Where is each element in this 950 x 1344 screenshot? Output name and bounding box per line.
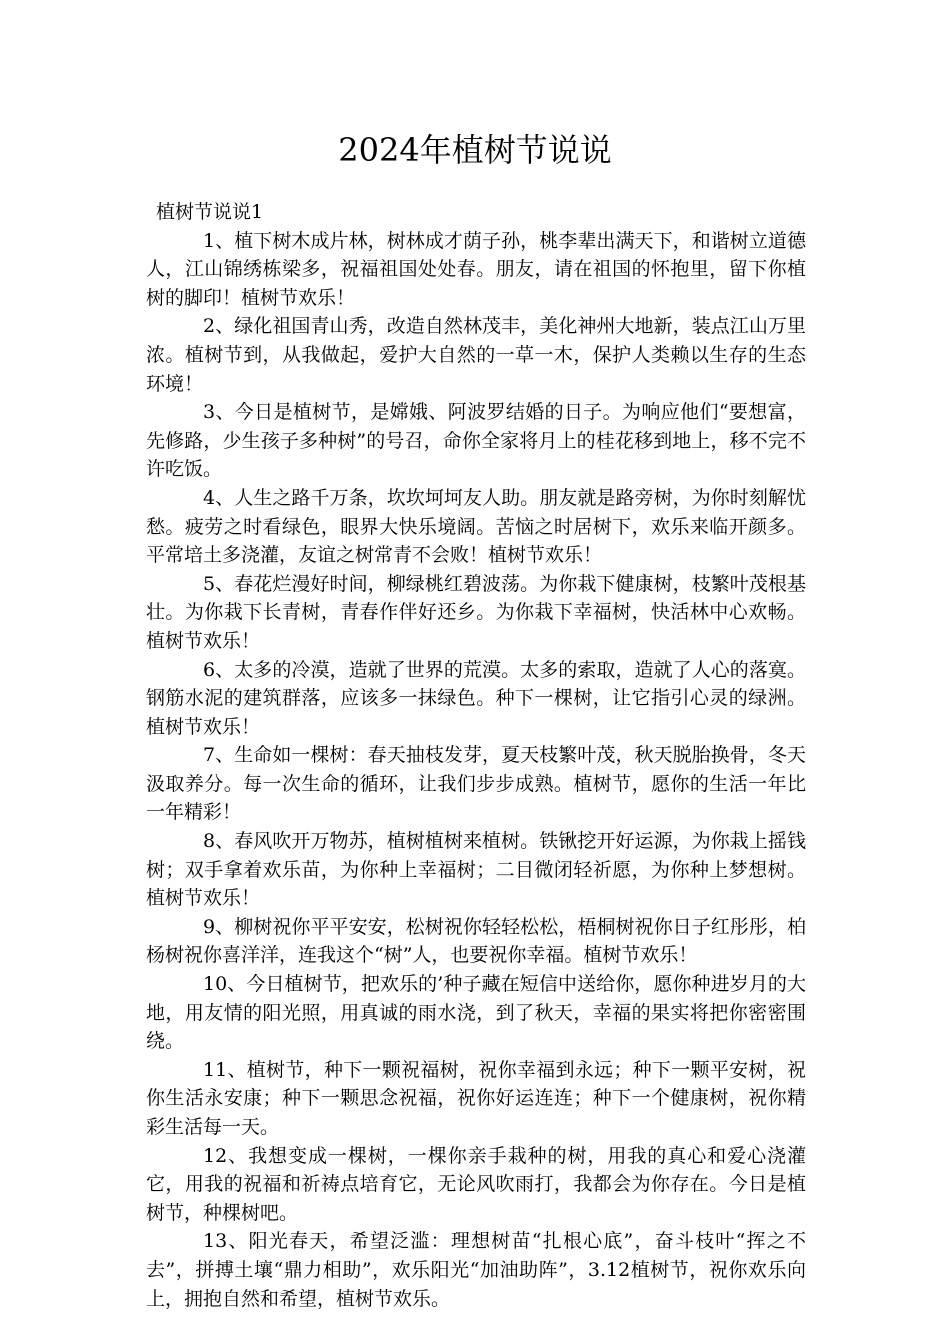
- paragraph-11: 11、植树节，种下一颗祝福树，祝你幸福到永远；种下一颗平安树，祝你生活永安康；种下一颗思念祝福，祝你好运连连；种下一个健康树，祝你精彩生活每一天。: [146, 1058, 806, 1138]
- paragraph-10: 10、今日植树节，把欢乐的’种子藏在短信中送给你，愿你种进岁月的大地，用友情的阳光照，用真诚的雨水浇，到了秋天，幸福的果实将把你密密围绕。: [146, 973, 806, 1053]
- document-body: [146, 198, 806, 1313]
- paragraph-7: 7、生命如一棵树：春天抽枝发芽，夏天枝繁叶茂，秋天脱胎换骨，冬天汲取养分。每一次生命的循环，让我们步步成熟。植树节，愿你的生活一年比一年精彩！: [146, 744, 806, 824]
- paragraph-1: 1、植下树木成片林，树林成才荫子孙，桃李辈出满天下，和谐树立道德人，江山锦绣栋梁多，祝福祖国处处春。朋友，请在祖国的怀抱里，留下你植树的脚印！植树节欢乐！: [146, 229, 806, 309]
- paragraph-13: 13、阳光春天，希望泛滥：理想树苗“扎根心底”，奋斗枝叶“挥之不去”，拼搏土壤“鼎力相助”，欢乐阳光“加油助阵”，3.12植树节，祝你欢乐向上，拥抱自然和希望，植树节欢乐。: [146, 1230, 806, 1310]
- paragraph-5: 5、春花烂漫好时间，柳绿桃红碧波荡。为你栽下健康树，枝繁叶茂根基壮。为你栽下长青树，青春作伴好还乡。为你栽下幸福树，快活林中心欢畅。植树节欢乐！: [146, 572, 806, 652]
- paragraph-4: 4、人生之路千万条，坎坎坷坷友人助。朋友就是路旁树，为你时刻解忧愁。疲劳之时看绿色，眼界大快乐境阔。苦恼之时居树下，欢乐来临开颜多。平常培土多浇灌，友谊之树常青不会败！植树节欢乐！: [146, 486, 806, 567]
- paragraph-12: 12、我想变成一棵树，一棵你亲手栽种的树，用我的真心和爱心浇灌它，用我的祝福和祈祷点培育它，无论风吹雨打，我都会为你存在。今日是植树节，种棵树吧。: [146, 1144, 806, 1224]
- paragraph-6: 6、太多的冷漠，造就了世界的荒漠。太多的索取，造就了人心的落寞。钢筋水泥的建筑群落，应该多一抹绿色。种下一棵树，让它指引心灵的绿洲。植树节欢乐！: [146, 658, 806, 738]
- paragraph-9: 9、柳树祝你平平安安，松树祝你轻轻松松，梧桐树祝你日子红彤彤，柏杨树祝你喜洋洋，连我这个“树”人，也要祝你幸福。植树节欢乐！: [146, 915, 806, 967]
- paragraph-2: 2、绿化祖国青山秀，改造自然林茂丰，美化神州大地新，装点江山万里浓。植树节到，从我做起，爱护大自然的一草一木，保护人类赖以生存的生态环境！: [146, 315, 806, 395]
- paragraph-8: 8、春风吹开万物苏，植树植树来植树。铁锹挖开好运源，为你栽上摇钱树；双手拿着欢乐苗，为你种上幸福树；二目微闭轻祈愿，为你种上梦想树。植树节欢乐！: [146, 830, 806, 910]
- section-heading: 植树节说说1: [156, 201, 264, 223]
- paragraph-3: 3、今日是植树节，是嫦娥、阿波罗结婚的日子。为响应他们“要想富，先修路，少生孩子多种树”的号召，命你全家将月上的桂花移到地上，移不完不许吃饭。: [146, 401, 806, 481]
- page-title: 2024年植树节说说: [338, 131, 612, 169]
